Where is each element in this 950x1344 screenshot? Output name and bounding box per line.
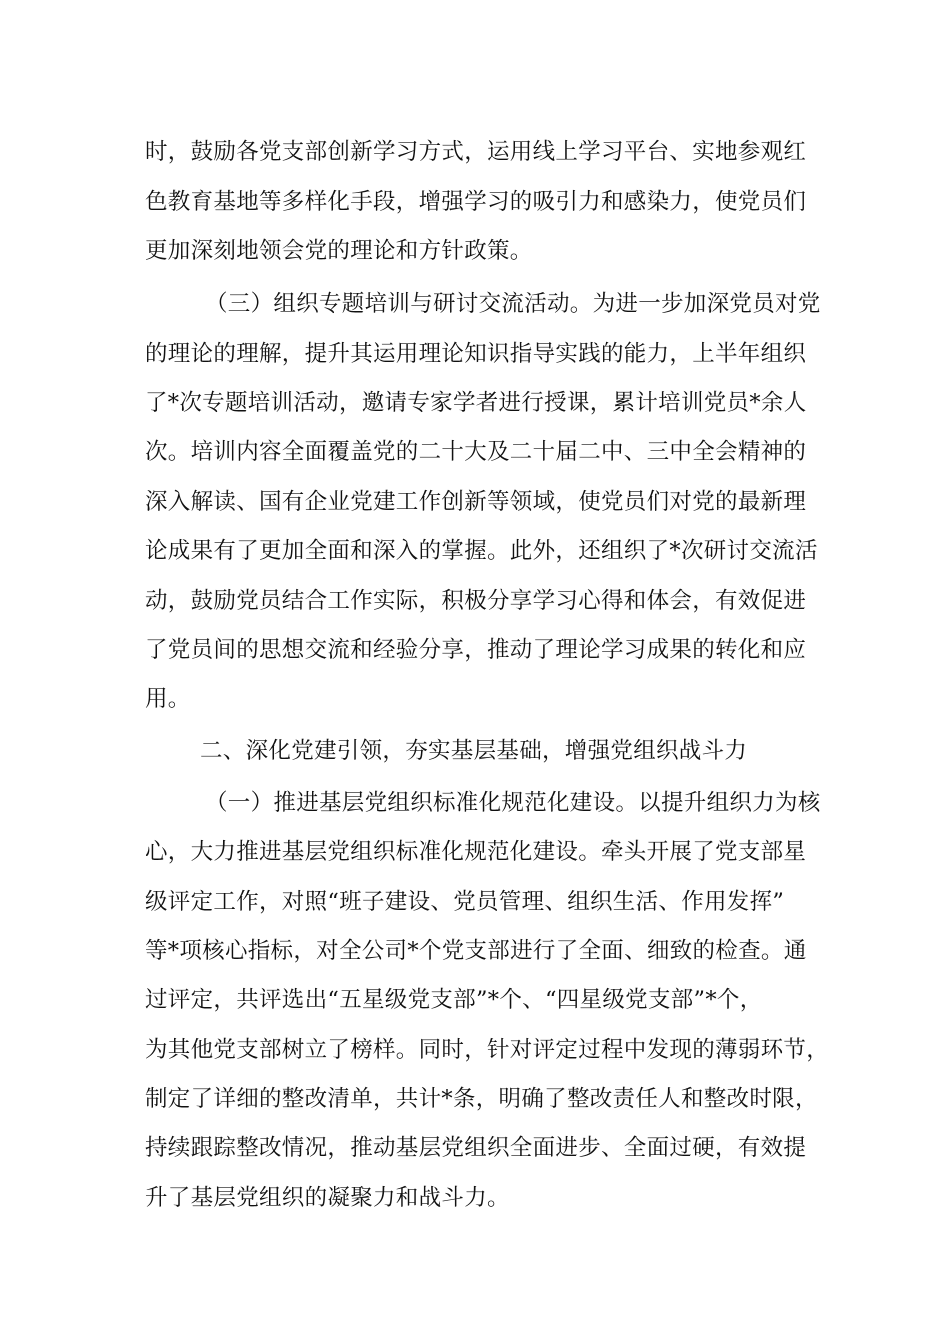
text-line: 了党员间的思想交流和经验分享，推动了理论学习成果的转化和应 — [145, 637, 807, 663]
text-line: 升了基层党组织的凝聚力和战斗力。 — [145, 1185, 510, 1211]
text-line: 的理论的理解，提升其运用理论知识指导实践的能力，上半年组织 — [145, 341, 807, 367]
text-line: 过评定，共评选出“五星级党支部”*个、“四星级党支部”*个， — [145, 987, 763, 1013]
text-line: 色教育基地等多样化手段，增强学习的吸引力和感染力，使党员们 — [145, 189, 807, 215]
text-line: 用。 — [145, 686, 191, 712]
section-heading: 二、深化党建引领，夯实基层基础，增强党组织战斗力 — [200, 738, 748, 764]
text-line: 了*次专题培训活动，邀请专家学者进行授课，累计培训党员*余人 — [145, 390, 807, 416]
text-line: 为其他党支部树立了榜样。同时，针对评定过程中发现的薄弱环节， — [145, 1037, 830, 1063]
text-line: 论成果有了更加全面和深入的掌握。此外，还组织了*次研讨交流活 — [145, 538, 818, 564]
paragraph-start-line: （一）推进基层党组织标准化规范化建设。以提升组织力为核 — [205, 790, 821, 816]
text-line: 持续跟踪整改情况，推动基层党组织全面进步、全面过硬，有效提 — [145, 1135, 807, 1161]
text-line: 深入解读、国有企业党建工作创新等领域，使党员们对党的最新理 — [145, 489, 807, 515]
text-line: 时，鼓励各党支部创新学习方式，运用线上学习平台、实地参观红 — [145, 139, 807, 165]
text-line: 动，鼓励党员结合工作实际，积极分享学习心得和体会，有效促进 — [145, 588, 807, 614]
paragraph-start-line: （三）组织专题培训与研讨交流活动。为进一步加深党员对党 — [205, 291, 821, 317]
text-line: 等*项核心指标，对全公司*个党支部进行了全面、细致的检查。通 — [145, 938, 807, 964]
text-line: 次。培训内容全面覆盖党的二十大及二十届二中、三中全会精神的 — [145, 439, 807, 465]
text-line: 制定了详细的整改清单，共计*条，明确了整改责任人和整改时限， — [145, 1086, 818, 1112]
text-line: 更加深刻地领会党的理论和方针政策。 — [145, 238, 533, 264]
text-line: 心，大力推进基层党组织标准化规范化建设。牵头开展了党支部星 — [145, 839, 807, 865]
text-line: 级评定工作，对照“班子建设、党员管理、组织生活、作用发挥” — [145, 889, 785, 915]
